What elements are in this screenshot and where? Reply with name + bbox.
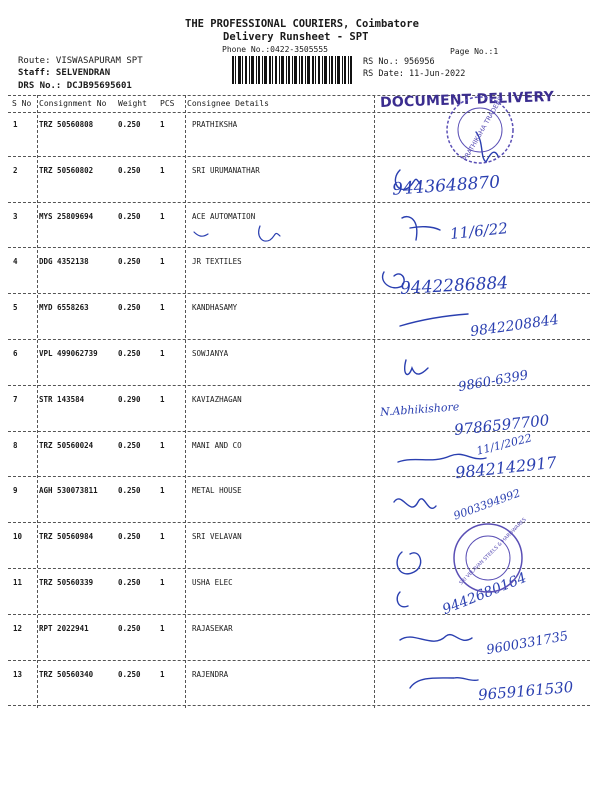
row-sno: 1	[13, 120, 18, 129]
row-weight: 0.250	[118, 623, 141, 633]
row-pcs: 1	[160, 303, 165, 313]
row-consignment: TRZ 50560984	[39, 532, 94, 542]
row-consignment: DDG 4352138	[39, 257, 89, 267]
company-title: THE PROFESSIONAL COURIERS, Coimbatore	[185, 18, 419, 30]
row-sno: 9	[13, 486, 18, 496]
row-weight: 0.250	[118, 165, 141, 175]
drs-number: DRS No.: DCJB95695601	[18, 81, 132, 91]
rs-number: RS No.: 956956	[363, 57, 435, 67]
row-consignee: SRI URUMANATHAR	[192, 165, 260, 175]
rs-date: RS Date: 11-Jun-2022	[363, 69, 466, 79]
column-divider	[37, 95, 38, 708]
trader-stamp-text: PRATHIKSHA TRADERS	[461, 95, 505, 163]
row-pcs: 1	[160, 165, 165, 175]
handwritten-phone: 9003394992	[451, 486, 523, 523]
row-consignment: TRZ 50560802	[39, 165, 94, 175]
col-header-sno: S No	[12, 99, 32, 108]
route: Route: VISWASAPURAM SPT	[18, 56, 143, 66]
col-header-weight: Weight	[118, 99, 147, 108]
row-weight: 0.250	[118, 532, 141, 542]
handwritten-date: 11/6/22	[449, 219, 509, 243]
row-weight: 0.250	[118, 349, 141, 358]
handwritten-phone: 9659161530	[477, 677, 575, 705]
document-title: Delivery Runsheet - SPT	[223, 31, 369, 43]
row-sno: 2	[13, 165, 18, 175]
hardware-stamp	[448, 518, 528, 598]
row-consignment: STR 143584	[39, 394, 85, 404]
row-consignee: RAJENDRA	[192, 669, 229, 679]
row-consignment: TRZ 50560339	[39, 578, 94, 587]
row-consignee: SRI VELAVAN	[192, 532, 242, 542]
row-consignment: RPT 2022941	[39, 623, 89, 633]
row-pcs: 1	[160, 257, 165, 267]
col-header-consignee: Consignee Details	[187, 99, 269, 108]
row-pcs: 1	[160, 623, 165, 633]
page-number: Page No.:1	[450, 47, 499, 56]
column-divider	[185, 95, 186, 708]
row-sno: 10	[13, 532, 23, 542]
signature-scribbles	[380, 110, 580, 710]
row-sno: 3	[13, 211, 18, 221]
handwritten-date: 11/1/2022	[475, 431, 534, 458]
row-consignee: KAVIAZHAGAN	[192, 394, 242, 404]
trader-stamp	[440, 90, 520, 170]
row-consignment: TRZ 50560808	[39, 120, 94, 129]
col-header-pcs: PCS	[160, 99, 175, 108]
row-consignment: AGH 530073811	[39, 486, 98, 496]
row-pcs: 1	[160, 211, 165, 221]
row-weight: 0.250	[118, 486, 141, 496]
row-consignment: VPL 499062739	[39, 349, 98, 358]
row-weight: 0.250	[118, 303, 141, 313]
signature-scribble-small	[190, 222, 290, 254]
handwritten-phone: 9786597700	[453, 411, 551, 439]
row-consignee: PRATHIKSHA	[192, 120, 238, 129]
row-consignee: METAL HOUSE	[192, 486, 242, 496]
row-consignee: USHA ELEC	[192, 578, 233, 587]
handwritten-phone: 9860-6399	[457, 367, 530, 396]
staff: Staff: SELVENDRAN	[18, 68, 111, 78]
document-delivery-stamp: DOCUMENT DELIVERY	[379, 88, 555, 112]
handwritten-phone: 9842142917	[454, 452, 558, 483]
row-sno: 8	[13, 440, 18, 450]
column-divider	[374, 95, 375, 708]
col-header-consignment: Consignment No	[39, 99, 107, 108]
row-weight: 0.250	[118, 669, 141, 679]
row-sno: 13	[13, 669, 23, 679]
row-pcs: 1	[160, 486, 165, 496]
handwritten-phone: 9443648870	[391, 172, 501, 200]
row-sno: 5	[13, 303, 18, 313]
row-consignee: MANI AND CO	[192, 440, 242, 450]
row-consignee: SOWJANYA	[192, 349, 229, 358]
row-weight: 0.250	[118, 257, 141, 267]
row-sno: 4	[13, 257, 18, 267]
handwritten-phone: 9842208844	[469, 311, 560, 341]
row-pcs: 1	[160, 532, 165, 542]
handwritten-name: N.Abhikishore	[379, 400, 460, 419]
row-consignee: KANDHASAMY	[192, 303, 238, 313]
row-sno: 6	[13, 349, 18, 358]
row-weight: 0.250	[118, 120, 141, 129]
row-pcs: 1	[160, 578, 165, 587]
row-pcs: 1	[160, 669, 165, 679]
handwritten-phone: 9600331735	[485, 628, 570, 659]
phone-number: Phone No.:0422-3505555	[222, 45, 328, 54]
row-pcs: 1	[160, 440, 165, 450]
row-consignment: TRZ 50560024	[39, 440, 94, 450]
row-pcs: 1	[160, 394, 165, 404]
row-pcs: 1	[160, 120, 165, 129]
row-sno: 12	[13, 623, 23, 633]
row-weight: 0.290	[118, 394, 141, 404]
row-sno: 7	[13, 394, 18, 404]
barcode	[232, 56, 352, 84]
row-consignee: JR TEXTILES	[192, 257, 242, 267]
row-consignee: ACE AUTOMATION	[192, 211, 256, 221]
row-consignment: TRZ 50560340	[39, 669, 94, 679]
row-consignment: MYS 25809694	[39, 211, 94, 221]
row-consignee: RAJASEKAR	[192, 623, 233, 633]
row-pcs: 1	[160, 349, 165, 358]
hardware-stamp-text: SRI VELAVAN STEELS & HARDWARES	[458, 516, 528, 587]
row-consignment: MYD 6558263	[39, 303, 89, 313]
row-sno: 11	[13, 578, 23, 587]
row-weight: 0.250	[118, 440, 141, 450]
row-weight: 0.250	[118, 578, 141, 587]
handwritten-phone: 9442286884	[399, 273, 509, 299]
row-weight: 0.250	[118, 211, 141, 221]
handwritten-phone: 9442680164	[440, 569, 529, 619]
